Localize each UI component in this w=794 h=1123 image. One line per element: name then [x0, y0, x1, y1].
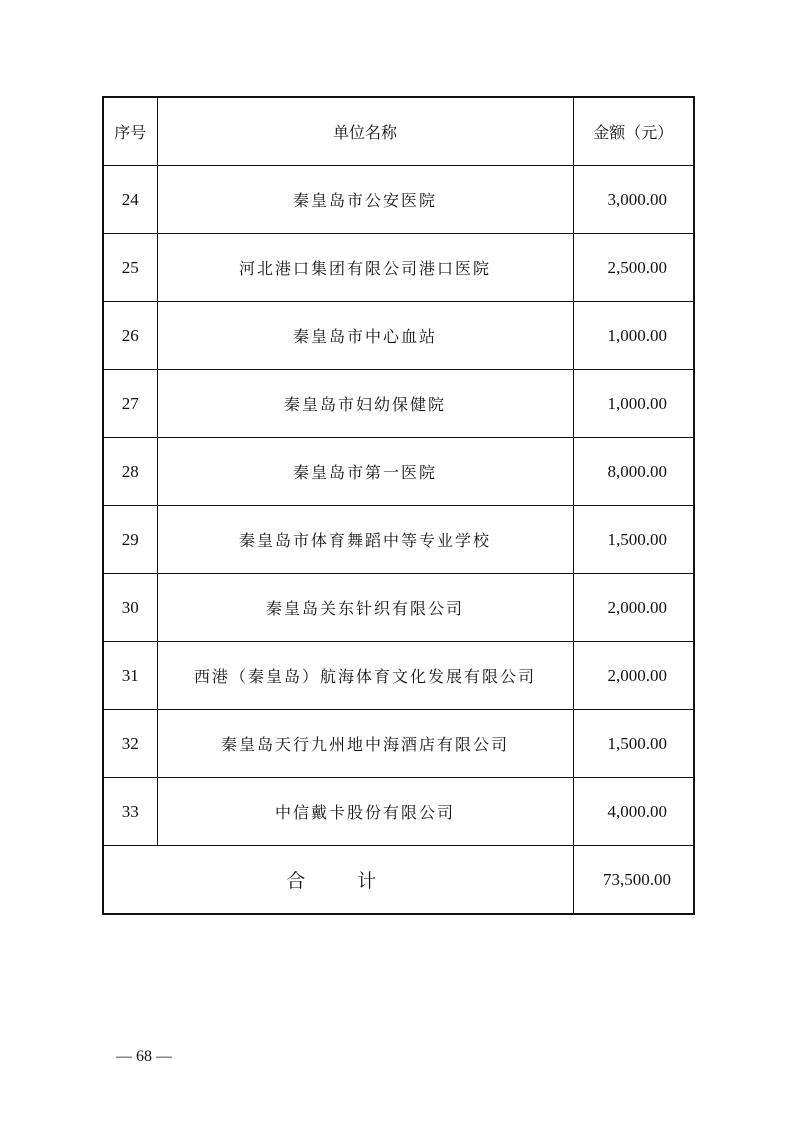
- row-amount: 1,000.00: [573, 370, 694, 438]
- row-unit-name: 秦皇岛市体育舞蹈中等专业学校: [157, 506, 573, 574]
- row-unit-name: 秦皇岛天行九州地中海酒店有限公司: [157, 710, 573, 778]
- row-serial-number: 28: [103, 438, 157, 506]
- header-serial-number: 序号: [103, 97, 157, 166]
- row-unit-name: 秦皇岛市公安医院: [157, 166, 573, 234]
- table-row: [103, 370, 694, 438]
- row-serial-number: 33: [103, 778, 157, 846]
- table-row: [103, 574, 694, 642]
- row-unit-name: 秦皇岛市中心血站: [157, 302, 573, 370]
- header-unit-name: 单位名称: [157, 97, 573, 166]
- table-row: [103, 642, 694, 710]
- row-unit-name: 河北港口集团有限公司港口医院: [157, 234, 573, 302]
- donation-table: [102, 96, 695, 915]
- row-serial-number: 24: [103, 166, 157, 234]
- table-row: [103, 778, 694, 846]
- row-serial-number: 32: [103, 710, 157, 778]
- row-amount: 2,500.00: [573, 234, 694, 302]
- row-unit-name: 中信戴卡股份有限公司: [157, 778, 573, 846]
- row-amount: 1,500.00: [573, 506, 694, 574]
- table-row: [103, 710, 694, 778]
- table-row: [103, 506, 694, 574]
- table-row: [103, 302, 694, 370]
- row-serial-number: 26: [103, 302, 157, 370]
- row-amount: 2,000.00: [573, 642, 694, 710]
- row-amount: 2,000.00: [573, 574, 694, 642]
- row-unit-name: 西港（秦皇岛）航海体育文化发展有限公司: [157, 642, 573, 710]
- total-label: 合 计: [103, 846, 573, 915]
- header-amount: 金额（元）: [573, 97, 694, 166]
- row-amount: 3,000.00: [573, 166, 694, 234]
- table-total-row: [103, 846, 694, 915]
- table-header-row: [103, 97, 694, 166]
- total-amount: 73,500.00: [573, 846, 694, 915]
- row-serial-number: 30: [103, 574, 157, 642]
- table-row: [103, 234, 694, 302]
- row-amount: 1,500.00: [573, 710, 694, 778]
- row-serial-number: 25: [103, 234, 157, 302]
- row-unit-name: 秦皇岛市妇幼保健院: [157, 370, 573, 438]
- table-row: [103, 438, 694, 506]
- row-serial-number: 27: [103, 370, 157, 438]
- row-amount: 1,000.00: [573, 302, 694, 370]
- row-unit-name: 秦皇岛关东针织有限公司: [157, 574, 573, 642]
- row-unit-name: 秦皇岛市第一医院: [157, 438, 573, 506]
- row-serial-number: 31: [103, 642, 157, 710]
- table-body: [103, 97, 694, 914]
- row-amount: 4,000.00: [573, 778, 694, 846]
- row-serial-number: 29: [103, 506, 157, 574]
- page-number: — 68 —: [116, 1048, 172, 1065]
- table-row: [103, 166, 694, 234]
- row-amount: 8,000.00: [573, 438, 694, 506]
